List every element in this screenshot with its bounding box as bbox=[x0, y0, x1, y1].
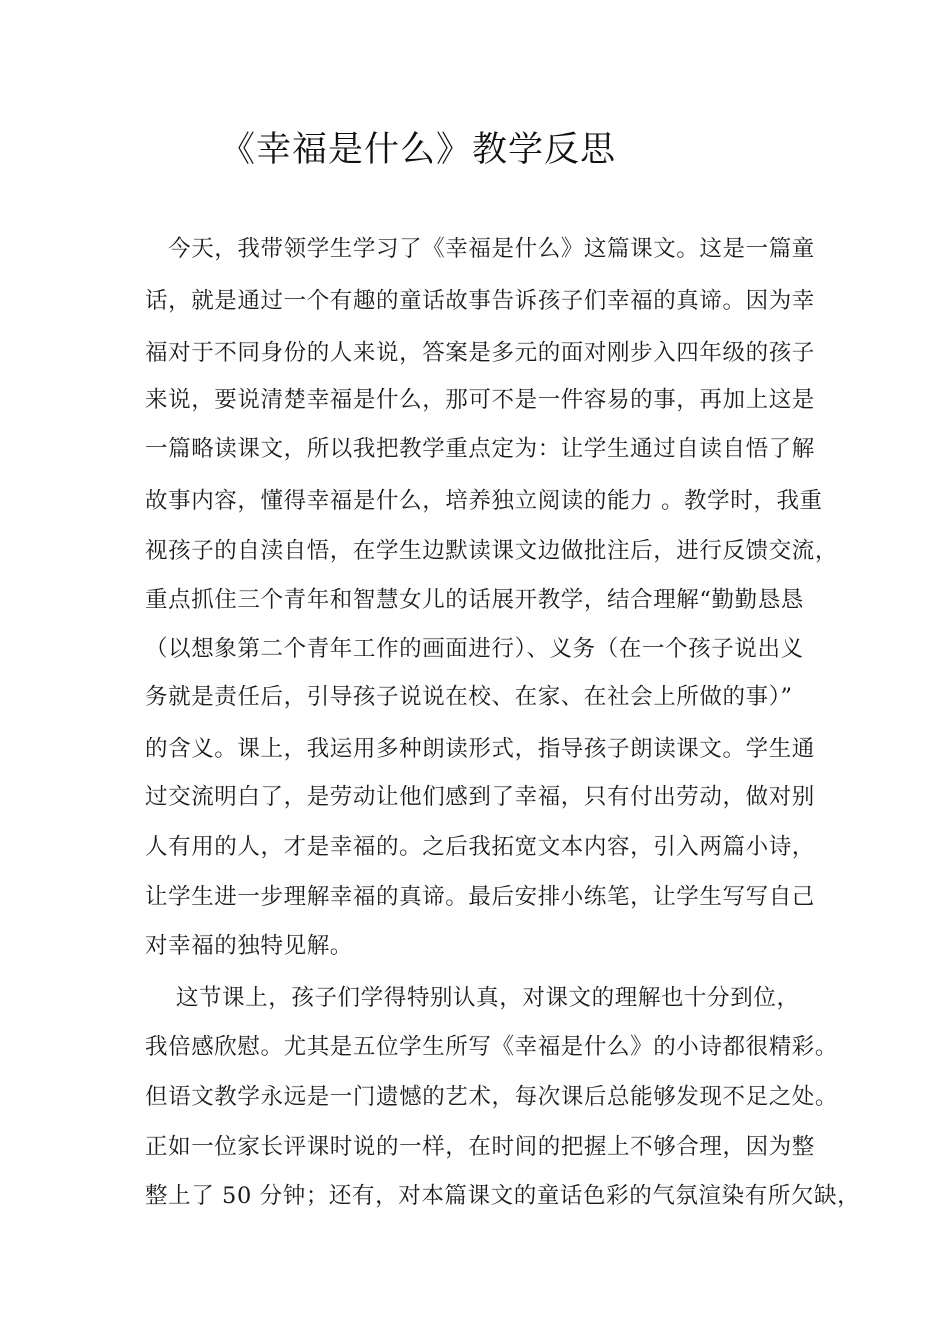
paragraph-line: 对幸福的独特见解。 bbox=[145, 933, 353, 959]
paragraph-line: 故事内容，懂得幸福是什么，培养独立阅读的能力 。教学时，我重 bbox=[145, 488, 823, 514]
paragraph-line: 让学生进一步理解幸福的真谛。最后安排小练笔，让学生写写自己 bbox=[145, 884, 815, 910]
paragraph-line: 这节课上，孩子们学得特别认真，对课文的理解也十分到位， bbox=[145, 985, 800, 1011]
paragraph-line: 正如一位家长评课时说的一样，在时间的把握上不够合理，因为整 bbox=[145, 1134, 815, 1160]
paragraph-line: （以想象第二个青年工作的画面进行）、义务（在一个孩子说出义 bbox=[145, 636, 804, 662]
paragraph-line: 话，就是通过一个有趣的童话故事告诉孩子们幸福的真谛。因为幸 bbox=[145, 288, 815, 314]
paragraph-line: 重点抓住三个青年和智慧女儿的话展开教学，结合理解“勤勤恳恳 bbox=[145, 587, 804, 613]
paragraph-line: 整上了 50 分钟；还有，对本篇课文的童话色彩的气氛渲染有所欠缺， bbox=[145, 1183, 861, 1209]
paragraph-line: 过交流明白了，是劳动让他们感到了幸福，只有付出劳动，做对别 bbox=[145, 784, 815, 810]
paragraph-line: 来说，要说清楚幸福是什么，那可不是一件容易的事，再加上这是 bbox=[145, 387, 815, 413]
paragraph-line: 务就是责任后，引导孩子说说在校、在家、在社会上所做的事）” bbox=[145, 684, 793, 710]
paragraph-line: 人有用的人，才是幸福的。之后我拓宽文本内容，引入两篇小诗， bbox=[145, 834, 815, 860]
document-title: 《幸福是什么》教学反思 bbox=[220, 130, 617, 170]
paragraph-line: 视孩子的自渎自悟，在学生边默读课文边做批注后，进行反馈交流， bbox=[145, 538, 839, 564]
paragraph-line: 的含义。课上，我运用多种朗读形式，指导孩子朗读课文。学生通 bbox=[145, 736, 815, 762]
paragraph-line: 但语文教学永远是一门遗憾的艺术，每次课后总能够发现不足之处。 bbox=[145, 1084, 839, 1110]
paragraph-line: 今天，我带领学生学习了《幸福是什么》这篇课文。这是一篇童 bbox=[145, 236, 815, 262]
paragraph-line: 我倍感欣慰。尤其是五位学生所写《幸福是什么》的小诗都很精彩。 bbox=[145, 1034, 839, 1060]
paragraph-line: 一篇略读课文，所以我把教学重点定为：让学生通过自读自悟了解 bbox=[145, 436, 815, 462]
paragraph-line: 福对于不同身份的人来说，答案是多元的面对刚步入四年级的孩子 bbox=[145, 340, 815, 366]
